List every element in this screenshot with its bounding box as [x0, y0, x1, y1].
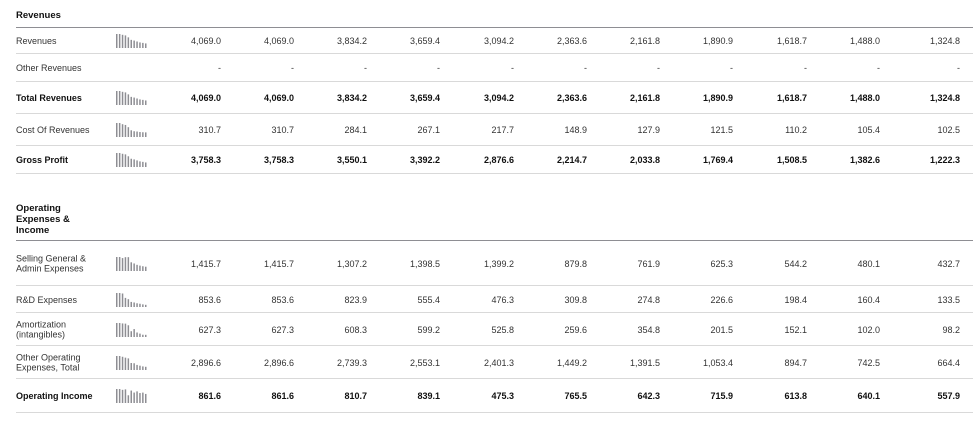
sparkline-bar — [131, 159, 133, 167]
value-cell: - — [804, 63, 807, 73]
value-cell: 2,401.3 — [483, 357, 514, 368]
value-cell: 259.6 — [564, 324, 587, 335]
sparkline-bar — [119, 91, 121, 105]
sparkline-bar — [131, 331, 133, 337]
sparkline-bar — [125, 323, 127, 336]
sparkline-bar — [128, 127, 130, 137]
value-cell: 1,415.7 — [263, 258, 294, 269]
sparkline-bar — [122, 35, 124, 48]
sparkline-bar — [128, 395, 130, 403]
sparkline-bar — [125, 125, 127, 137]
value-cell: 1,398.5 — [409, 258, 440, 269]
value-cell: 627.3 — [198, 324, 221, 335]
value-cell: - — [657, 63, 660, 73]
sparkline-bar — [128, 325, 130, 337]
sparkline-bar — [139, 265, 141, 270]
sparkline-bar — [122, 390, 124, 403]
table-row — [0, 286, 973, 313]
value-cell: 2,739.3 — [336, 357, 367, 368]
value-cell: 861.6 — [271, 391, 294, 401]
sparkline-bar — [125, 389, 127, 403]
value-cell: 475.3 — [491, 391, 514, 401]
value-cell: 1,391.5 — [629, 357, 660, 368]
value-cell: 1,618.7 — [776, 36, 807, 46]
value-cell: 1,222.3 — [929, 155, 960, 165]
sparkline-bar — [142, 334, 144, 336]
value-cell: 761.9 — [637, 258, 660, 269]
value-cell: 3,834.2 — [336, 93, 367, 103]
sparkline-bar — [133, 98, 135, 105]
sparkline-bar — [119, 257, 121, 271]
value-cell: - — [291, 63, 294, 73]
value-cell: 544.2 — [784, 258, 807, 269]
value-cell: 4,069.0 — [190, 93, 221, 103]
value-cell: 3,659.4 — [409, 36, 440, 46]
value-cell: 1,307.2 — [336, 258, 367, 269]
sparkline-bar — [128, 37, 130, 48]
value-cell: 599.2 — [417, 324, 440, 335]
value-cell: - — [584, 63, 587, 73]
value-cell: 310.7 — [198, 125, 221, 135]
value-cell: - — [364, 63, 367, 73]
value-cell: 4,069.0 — [263, 36, 294, 46]
table-row — [0, 54, 973, 82]
sparkline-bar — [133, 302, 135, 307]
value-cell: 1,053.4 — [702, 357, 733, 368]
value-cell: 476.3 — [491, 294, 514, 305]
value-cell: 1,415.7 — [190, 258, 221, 269]
value-cell: 525.8 — [491, 324, 514, 335]
value-cell: - — [730, 63, 733, 73]
value-cell: 608.3 — [344, 324, 367, 335]
value-cell: 1,508.5 — [776, 155, 807, 165]
value-cell: 664.4 — [937, 357, 960, 368]
value-cell: 557.9 — [937, 391, 960, 401]
value-cell: 894.7 — [784, 357, 807, 368]
value-cell: 354.8 — [637, 324, 660, 335]
sparkline-bar — [139, 132, 141, 137]
sparkline-bar — [145, 100, 147, 105]
sparkline-bar — [119, 323, 121, 337]
value-cell: 160.4 — [857, 294, 880, 305]
table-row — [0, 379, 973, 413]
sparkline-bar — [119, 293, 121, 307]
value-cell: 2,161.8 — [629, 93, 660, 103]
sparkline-bar — [131, 301, 133, 306]
value-cell: 742.5 — [857, 357, 880, 368]
value-cell: 640.1 — [857, 391, 880, 401]
value-cell: 823.9 — [344, 294, 367, 305]
value-cell: 432.7 — [937, 258, 960, 269]
sparkline-bar — [116, 123, 118, 137]
sparkline-bar — [133, 263, 135, 271]
sparkline-bar — [136, 160, 138, 167]
value-cell: 765.5 — [564, 391, 587, 401]
sparkline-bar — [133, 393, 135, 403]
value-cell: 1,382.6 — [849, 155, 880, 165]
value-cell: 226.6 — [710, 294, 733, 305]
sparkline-bar — [142, 43, 144, 48]
sparkline-bar — [116, 293, 118, 307]
row-label: Operating Income — [16, 390, 93, 401]
value-cell: 480.1 — [857, 258, 880, 269]
sparkline-bar — [119, 123, 121, 137]
sparkline-bar — [136, 364, 138, 369]
sparkline-bar — [145, 304, 147, 306]
sparkline-bar — [122, 258, 124, 271]
sparkline-bar — [128, 358, 130, 370]
sparkline-bar — [131, 262, 133, 271]
row-label: R&D Expenses — [16, 294, 78, 305]
sparkline-bar — [145, 132, 147, 137]
sparkline-bar — [145, 162, 147, 167]
sparkline-bar — [116, 389, 118, 403]
sparkline-bar — [142, 100, 144, 105]
row-divider — [16, 173, 973, 174]
value-cell: 625.3 — [710, 258, 733, 269]
sparkline-chart — [116, 356, 148, 370]
sparkline-bar — [145, 334, 147, 336]
sparkline-bar — [133, 41, 135, 48]
value-cell: 2,033.8 — [629, 155, 660, 165]
sparkline-bar — [128, 156, 130, 167]
value-cell: 274.8 — [637, 294, 660, 305]
sparkline-bar — [122, 293, 124, 307]
value-cell: 121.5 — [710, 125, 733, 135]
table-row — [0, 28, 973, 54]
row-label: Other Revenues — [16, 62, 82, 73]
value-cell: 110.2 — [785, 125, 807, 135]
value-cell: 4,069.0 — [190, 36, 221, 46]
value-cell: 3,758.3 — [263, 155, 294, 165]
sparkline-bar — [125, 154, 127, 167]
sparkline-bar — [139, 161, 141, 167]
value-cell: - — [511, 63, 514, 73]
value-cell: 1,890.9 — [702, 36, 733, 46]
sparkline-bar — [136, 332, 138, 337]
sparkline-bar — [142, 304, 144, 307]
sparkline-bar — [116, 356, 118, 370]
value-cell: 555.4 — [417, 294, 440, 305]
value-cell: 4,069.0 — [263, 93, 294, 103]
table-row — [0, 114, 973, 146]
value-cell: 2,553.1 — [409, 357, 440, 368]
value-cell: 309.8 — [564, 294, 587, 305]
value-cell: 102.5 — [937, 125, 960, 135]
value-cell: 839.1 — [417, 391, 440, 401]
value-cell: 3,094.2 — [483, 93, 514, 103]
value-cell: 627.3 — [271, 324, 294, 335]
sparkline-bar — [128, 257, 130, 271]
value-cell: 201.5 — [710, 324, 733, 335]
value-cell: 1,890.9 — [702, 93, 733, 103]
sparkline-bar — [133, 363, 135, 370]
value-cell: 2,896.6 — [190, 357, 221, 368]
sparkline-bar — [145, 266, 147, 270]
value-cell: 198.4 — [784, 294, 807, 305]
value-cell: - — [218, 63, 221, 73]
sparkline-bar — [131, 97, 133, 105]
value-cell: 133.5 — [937, 294, 960, 305]
sparkline-bar — [142, 366, 144, 370]
sparkline-bar — [136, 264, 138, 270]
sparkline-bar — [125, 257, 127, 271]
sparkline-bar — [133, 131, 135, 137]
sparkline-bar — [139, 333, 141, 336]
value-cell: 715.9 — [710, 391, 733, 401]
value-cell: 879.8 — [564, 258, 587, 269]
sparkline-bar — [119, 153, 121, 167]
value-cell: 3,392.2 — [409, 155, 440, 165]
sparkline-bar — [122, 323, 124, 337]
value-cell: 148.9 — [564, 125, 587, 135]
value-cell: 1,399.2 — [483, 258, 514, 269]
sparkline-bar — [122, 92, 124, 105]
value-cell: 2,896.6 — [263, 357, 294, 368]
sparkline-chart — [116, 34, 148, 48]
value-cell: 2,161.8 — [629, 36, 660, 46]
sparkline-bar — [116, 153, 118, 167]
value-cell: 853.6 — [198, 294, 221, 305]
sparkline-bar — [145, 366, 147, 369]
sparkline-bar — [139, 99, 141, 105]
value-cell: 152.1 — [784, 324, 807, 335]
row-label: Total Revenues — [16, 92, 82, 103]
table-row — [0, 346, 973, 379]
sparkline-bar — [131, 391, 133, 403]
value-cell: 1,618.7 — [776, 93, 807, 103]
value-cell: 861.6 — [198, 391, 221, 401]
sparkline-bar — [119, 356, 121, 370]
sparkline-bar — [116, 257, 118, 271]
sparkline-chart — [116, 257, 148, 271]
sparkline-bar — [133, 329, 135, 337]
sparkline-bar — [128, 299, 130, 307]
sparkline-bar — [122, 356, 124, 369]
sparkline-bar — [116, 323, 118, 337]
sparkline-chart — [116, 91, 148, 105]
sparkline-bar — [122, 124, 124, 137]
sparkline-bar — [125, 297, 127, 306]
sparkline-chart — [116, 323, 148, 337]
value-cell: 2,363.6 — [556, 93, 587, 103]
sparkline-bar — [116, 34, 118, 48]
sparkline-bar — [136, 132, 138, 137]
value-cell: 284.1 — [344, 125, 367, 135]
row-label: Gross Profit — [16, 154, 69, 165]
sparkline-bar — [145, 394, 147, 403]
value-cell: - — [957, 63, 960, 73]
value-cell: 102.0 — [857, 324, 880, 335]
row-label: Cost Of Revenues — [16, 124, 90, 135]
sparkline-bar — [139, 393, 141, 403]
row-divider — [16, 412, 973, 413]
value-cell: - — [437, 63, 440, 73]
value-cell: 127.9 — [637, 125, 660, 135]
sparkline-chart — [116, 293, 148, 307]
sparkline-bar — [139, 42, 141, 48]
value-cell: 3,659.4 — [409, 93, 440, 103]
sparkline-bar — [142, 393, 144, 403]
sparkline-bar — [122, 154, 124, 167]
sparkline-bar — [131, 130, 133, 137]
row-label: Selling General & Admin Expenses — [16, 253, 87, 274]
table-row — [0, 82, 973, 114]
sparkline-bar — [136, 303, 138, 307]
sparkline-bar — [116, 91, 118, 105]
sparkline-bar — [119, 389, 121, 403]
value-cell: 1,324.8 — [929, 93, 960, 103]
sparkline-bar — [136, 391, 138, 403]
value-cell: 853.6 — [271, 294, 294, 305]
row-label: Other Operating Expenses, Total — [16, 352, 81, 373]
value-cell: 310.7 — [271, 125, 294, 135]
sparkline-chart — [116, 123, 148, 137]
table-row — [0, 313, 973, 346]
value-cell: 1,769.4 — [702, 155, 733, 165]
value-cell: 2,363.6 — [556, 36, 587, 46]
section-title: Operating Expenses & Income — [16, 203, 70, 236]
table-row — [0, 241, 973, 286]
value-cell: 2,876.6 — [483, 155, 514, 165]
row-label: Amortization (intangibles) — [16, 319, 67, 340]
value-cell: 1,488.0 — [849, 36, 880, 46]
sparkline-bar — [139, 365, 141, 369]
sparkline-bar — [131, 40, 133, 48]
sparkline-bar — [125, 92, 127, 105]
value-cell: 1,488.0 — [849, 93, 880, 103]
value-cell: 217.7 — [491, 125, 514, 135]
sparkline-bar — [139, 303, 141, 306]
value-cell: 3,094.2 — [483, 36, 514, 46]
table-row — [0, 146, 973, 174]
value-cell: 1,449.2 — [556, 357, 587, 368]
value-cell: 3,834.2 — [336, 36, 367, 46]
sparkline-bar — [128, 94, 130, 105]
sparkline-bar — [142, 266, 144, 271]
sparkline-bar — [136, 98, 138, 105]
section-title: Revenues — [16, 10, 61, 21]
sparkline-bar — [131, 363, 133, 370]
value-cell: 98.2 — [942, 324, 960, 335]
value-cell: 3,758.3 — [190, 155, 221, 165]
value-cell: 2,214.7 — [556, 155, 587, 165]
value-cell: 613.8 — [784, 391, 807, 401]
value-cell: 1,324.8 — [929, 36, 960, 46]
sparkline-bar — [142, 132, 144, 137]
sparkline-bar — [142, 162, 144, 167]
value-cell: 810.7 — [344, 391, 367, 401]
sparkline-bar — [133, 159, 135, 167]
sparkline-chart — [116, 389, 148, 403]
row-label: Revenues — [16, 35, 57, 46]
value-cell: - — [877, 63, 880, 73]
sparkline-bar — [119, 34, 121, 48]
sparkline-bar — [145, 43, 147, 48]
sparkline-bar — [125, 357, 127, 369]
value-cell: 105.4 — [857, 125, 880, 135]
value-cell: 3,550.1 — [336, 155, 367, 165]
sparkline-bar — [136, 41, 138, 48]
value-cell: 267.1 — [417, 125, 440, 135]
value-cell: 642.3 — [637, 391, 660, 401]
sparkline-chart — [116, 153, 148, 167]
sparkline-bar — [125, 35, 127, 48]
